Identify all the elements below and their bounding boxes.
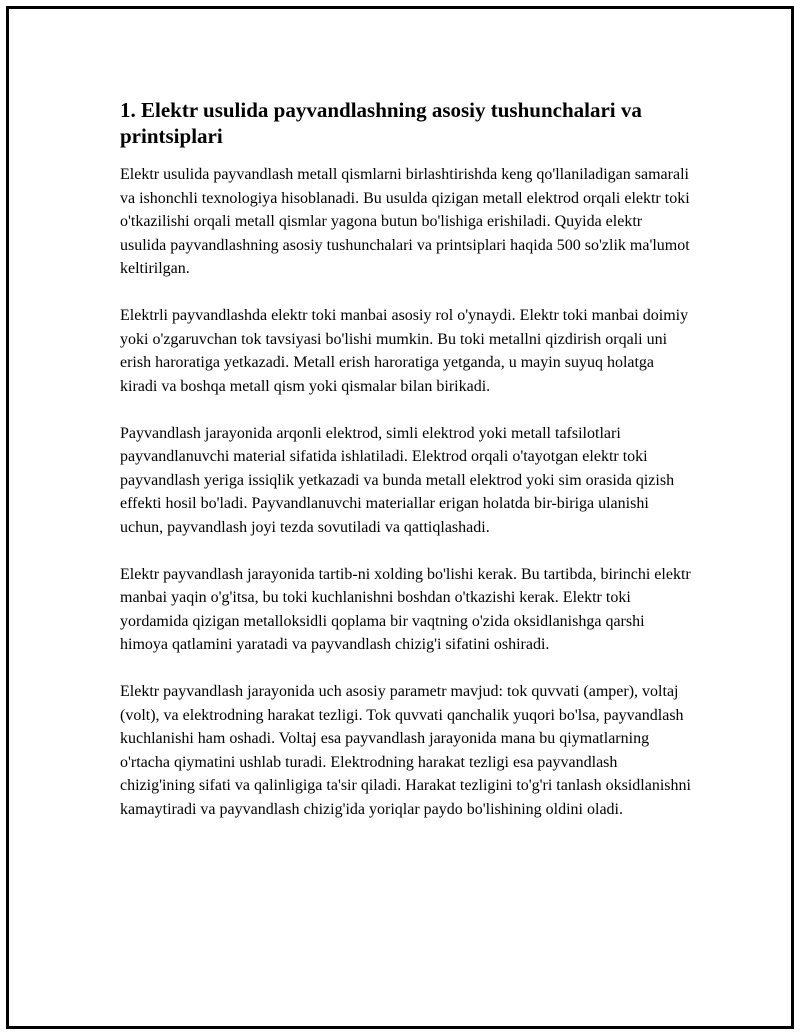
section-heading: 1. Elektr usulida payvandlashning asosiy tushunchalari va printsiplari <box>120 98 642 148</box>
paragraph-current-source: Elektrli payvandlashda elektr toki manbai asosiy rol o'ynaydi. Elektr toki manbai doimiy yoki o'zgaruvchan tok tavsiyasi bo'lishi mumkin. Bu toki metallni qizdirish orqali uni erish haroratiga yetkazadi. Metall erish haroratiga yetganda, u mayin suyuq holatga kiradi va boshqa metall qism yoki qismalar bilan birikadi. <box>120 307 689 395</box>
document-body <box>120 97 692 845</box>
paragraph-electrode: Payvandlash jarayonida arqonli elektrod, simli elektrod yoki metall tafsilotlari payvandlanuvchi material sifatida ishlatiladi. Elektrod orqali o'tayotgan elektr toki payvandlash yeriga issiqlik yetkazadi va bunda metall elektrod yoki sim orasida qizish effekti hosil bo'ladi. Payvandlanuvchi materiallar erigan holatda bir-biriga ulanishi uchun, payvandlash joyi tezda sovutiladi va qattiqlashadi. <box>120 424 675 536</box>
paragraph-intro: Elektr usulida payvandlash metall qismlarni birlashtirishda keng qo'llaniladigan samarali va ishonchli texnologiya hisoblanadi. Bu usulda qizigan metall elektrod orqali elektr toki o'tkazilishi orqali metall qismlar yagona butun bo'lishiga erishiladi. Quyida elektr usulida payvandlashning asosiy tushunchalari va printsiplari haqida 500 so'zlik ma'lumot keltirilgan. <box>120 166 690 277</box>
paragraph-parameters: Elektr payvandlash jarayonida uch asosiy parametr mavjud: tok quvvati (amper), voltaj (volt), va elektrodning harakat tezligi. Tok quvvati qanchalik yuqori bo'lsa, payvandlash kuchlanishi ham oshadi. Voltaj esa payvandlash jarayonida mana bu qiymatlarning o'rtacha qiymatini ushlab turadi. Elektrodning harakat tezligi esa payvandlash chizig'ining sifati va qalinligiga ta'sir qiladi. Harakat tezligini to'g'ri tanlash oksidlanishni kamaytiradi va payvandlash chizig'ida yoriqlar paydo bo'lishining oldini oladi. <box>120 683 691 818</box>
document-page <box>6 6 794 1029</box>
paragraph-process-order: Elektr payvandlash jarayonida tartib-ni xolding bo'lishi kerak. Bu tartibda, birinchi elektr manbai yaqin o'g'itsa, bu toki kuchlanishni boshdan o'tkazishi kerak. Elektr toki yordamida qizigan metalloksidli qoplama bir vaqtning o'zida oksidlanishga qarshi himoya qatlamini yaratadi va payvandlash chizig'i sifatini oshiradi. <box>120 565 691 653</box>
